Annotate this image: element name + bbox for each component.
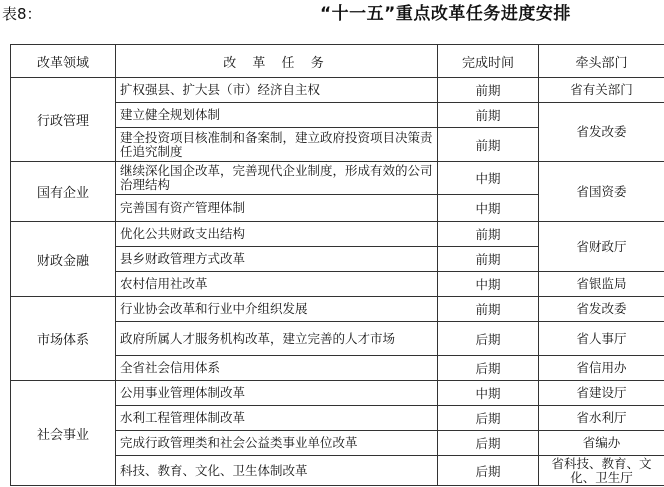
task-cell: 优化公共财政支出结构 bbox=[116, 222, 438, 247]
time-cell: 后期 bbox=[438, 322, 539, 356]
column-header-dept: 牵头部门 bbox=[539, 45, 664, 78]
task-cell: 继续深化国企改革，完善现代企业制度，形成有效的公司治理结构 bbox=[116, 162, 438, 195]
table-row bbox=[11, 162, 664, 195]
task-cell: 完善国有资产管理体制 bbox=[116, 195, 438, 222]
dept-cell: 省发改委 bbox=[539, 297, 664, 322]
domain-cell: 行政管理 bbox=[11, 78, 116, 162]
column-header-task: 改 革 任 务 bbox=[116, 45, 438, 78]
domain-cell: 国有企业 bbox=[11, 162, 116, 222]
dept-cell: 省建设厅 bbox=[539, 381, 664, 406]
document-title: “十一五”重点改革任务进度安排 bbox=[320, 4, 571, 24]
dept-cell: 省人事厅 bbox=[539, 322, 664, 356]
column-header-domain: 改革领域 bbox=[11, 45, 116, 78]
time-cell: 后期 bbox=[438, 456, 539, 486]
task-cell: 扩权强县、扩大县（市）经济自主权 bbox=[116, 78, 438, 103]
time-cell: 前期 bbox=[438, 222, 539, 247]
task-cell: 县乡财政管理方式改革 bbox=[116, 247, 438, 272]
dept-cell: 省有关部门 bbox=[539, 78, 664, 103]
task-cell: 政府所属人才服务机构改革，建立完善的人才市场 bbox=[116, 322, 438, 356]
time-cell: 后期 bbox=[438, 431, 539, 456]
table-header-row bbox=[11, 45, 664, 78]
time-cell: 中期 bbox=[438, 272, 539, 297]
dept-cell: 省发改委 bbox=[539, 103, 664, 162]
domain-cell: 社会事业 bbox=[11, 381, 116, 486]
time-cell: 前期 bbox=[438, 247, 539, 272]
task-cell: 行业协会改革和行业中介组织发展 bbox=[116, 297, 438, 322]
table-row bbox=[11, 381, 664, 406]
task-cell: 公用事业管理体制改革 bbox=[116, 381, 438, 406]
time-cell: 前期 bbox=[438, 128, 539, 162]
time-cell: 前期 bbox=[438, 103, 539, 128]
dept-cell: 省财政厅 bbox=[539, 222, 664, 272]
task-cell: 建立健全规划体制 bbox=[116, 103, 438, 128]
time-cell: 中期 bbox=[438, 195, 539, 222]
domain-cell: 市场体系 bbox=[11, 297, 116, 381]
table-label: 表8： bbox=[2, 5, 42, 23]
time-cell: 后期 bbox=[438, 406, 539, 431]
time-cell: 前期 bbox=[438, 297, 539, 322]
dept-cell: 省科技、教育、文化、卫生厅 bbox=[539, 456, 664, 486]
time-cell: 前期 bbox=[438, 78, 539, 103]
dept-cell: 省国资委 bbox=[539, 162, 664, 222]
domain-cell: 财政金融 bbox=[11, 222, 116, 297]
time-cell: 中期 bbox=[438, 381, 539, 406]
dept-cell: 省编办 bbox=[539, 431, 664, 456]
table-row bbox=[11, 222, 664, 247]
task-cell: 水利工程管理体制改革 bbox=[116, 406, 438, 431]
time-cell: 后期 bbox=[438, 356, 539, 381]
dept-cell: 省银监局 bbox=[539, 272, 664, 297]
reform-schedule-table bbox=[10, 44, 664, 486]
task-cell: 建全投资项目核准制和备案制，建立政府投资项目决策责任追究制度 bbox=[116, 128, 438, 162]
column-header-time: 完成时间 bbox=[438, 45, 539, 78]
dept-cell: 省信用办 bbox=[539, 356, 664, 381]
table-row bbox=[11, 297, 664, 322]
task-cell: 农村信用社改革 bbox=[116, 272, 438, 297]
dept-cell: 省水利厅 bbox=[539, 406, 664, 431]
task-cell: 全省社会信用体系 bbox=[116, 356, 438, 381]
table-row bbox=[11, 78, 664, 103]
task-cell: 科技、教育、文化、卫生体制改革 bbox=[116, 456, 438, 486]
time-cell: 中期 bbox=[438, 162, 539, 195]
task-cell: 完成行政管理类和社会公益类事业单位改革 bbox=[116, 431, 438, 456]
